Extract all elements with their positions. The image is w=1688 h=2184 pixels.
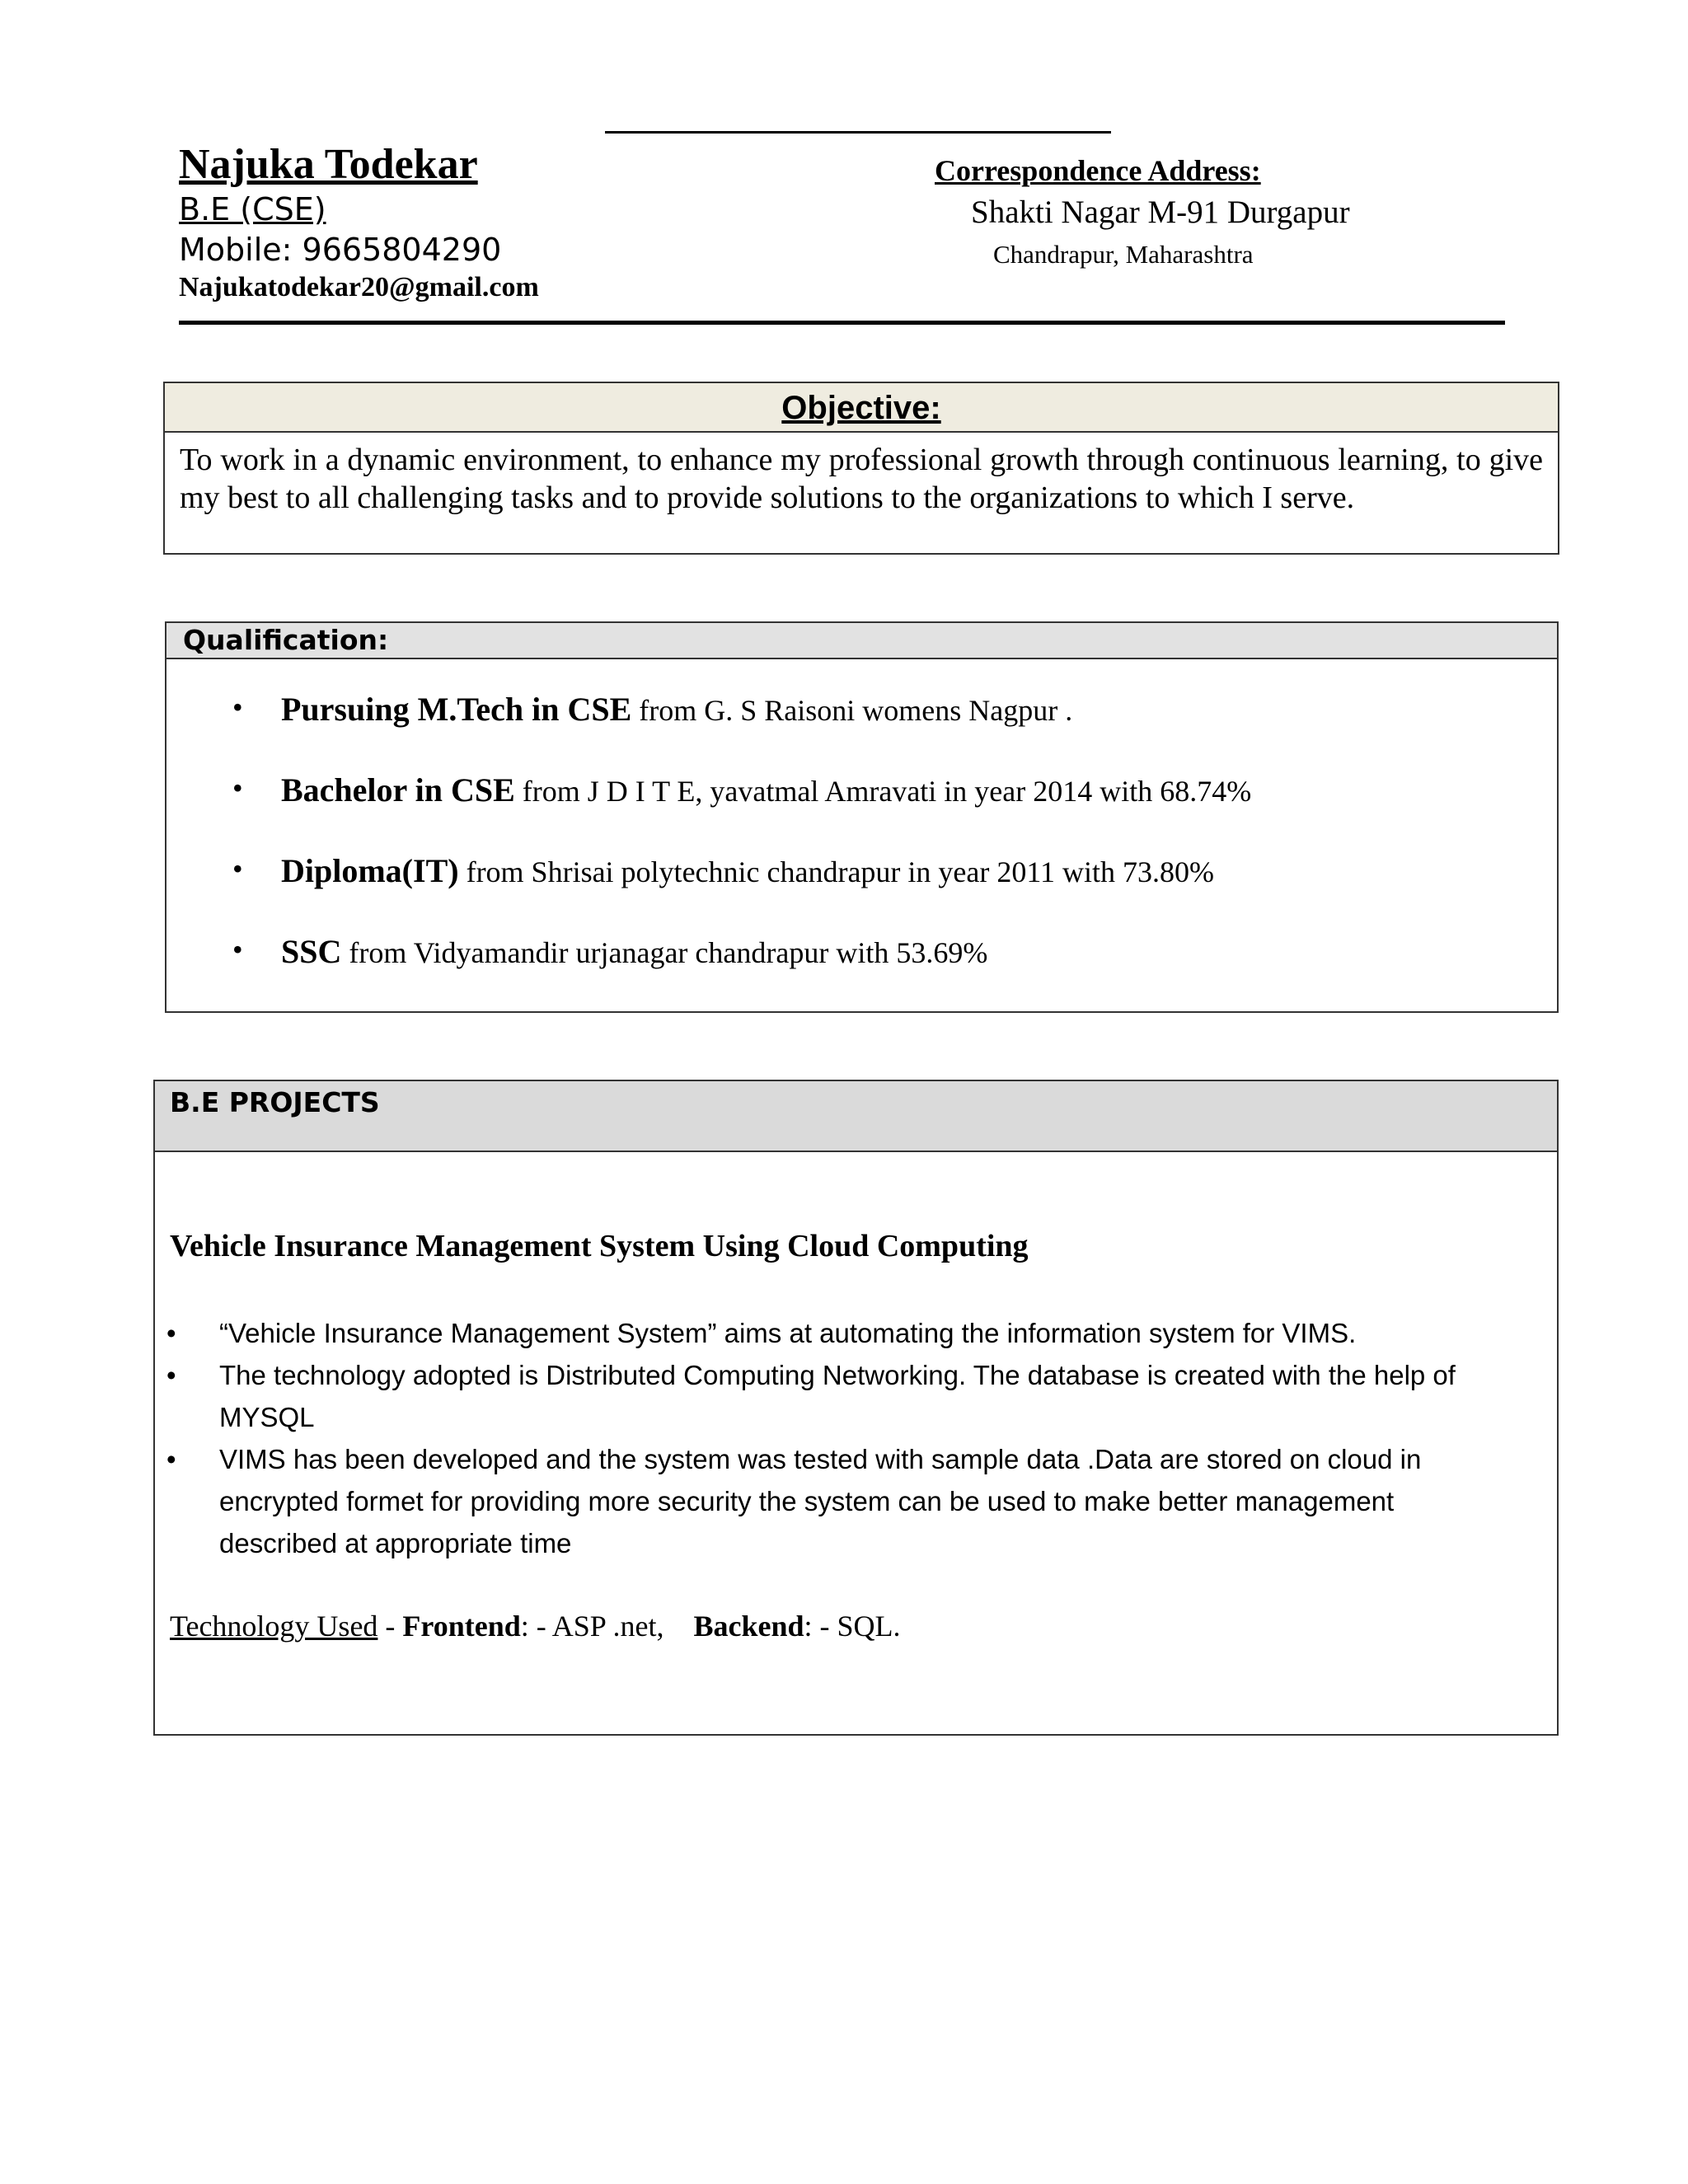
- qualification-degree: Pursuing M.Tech in CSE: [281, 691, 632, 728]
- address-line-2: Chandrapur, Maharashtra: [993, 240, 1254, 269]
- backend-label: Backend: [693, 1610, 804, 1643]
- email-address: Najukatodekar20@gmail.com: [179, 272, 539, 302]
- project-bullet: [155, 1312, 1556, 1354]
- project-bullet-text: “Vehicle Insurance Management System” aims at automating the information system for VIMS.: [219, 1318, 1357, 1348]
- technology-label: Technology Used: [170, 1610, 378, 1643]
- qualification-detail: from G. S Raisoni womens Nagpur .: [631, 694, 1073, 727]
- qualification-detail: from Vidyamandir urjanagar chandrapur with 53.69%: [341, 936, 988, 969]
- qualification-detail: from Shrisai polytechnic chandrapur in year 2011 with 73.80%: [458, 855, 1215, 888]
- qualification-detail: from J D I T E, yavatmal Amravati in year 2014 with 68.74%: [514, 775, 1252, 808]
- project-bullets: [155, 1312, 1556, 1564]
- qualification-degree: Bachelor in CSE: [281, 771, 515, 808]
- bullet-icon: •: [232, 933, 243, 966]
- bullet-icon: •: [166, 1318, 176, 1348]
- bullet-icon: •: [166, 1444, 176, 1474]
- project-bullet: [155, 1438, 1556, 1564]
- project-bullet-text: The technology adopted is Distributed Computing Networking. The database is created with the help of MYSQL: [219, 1360, 1456, 1432]
- projects-section: [153, 1080, 1559, 1736]
- backend-value: : - SQL.: [804, 1610, 901, 1643]
- frontend-value: : - ASP .net,: [520, 1610, 664, 1643]
- qualification-section: [165, 621, 1559, 1013]
- objective-heading: [165, 383, 1558, 433]
- qualification-degree: Diploma(IT): [281, 852, 459, 889]
- technology-separator: -: [377, 1610, 403, 1643]
- header-divider: [179, 321, 1505, 325]
- address-title: Correspondence Address:: [935, 154, 1261, 187]
- project-bullet-text: VIMS has been developed and the system was tested with sample data .Data are stored on cloud in encrypted formet for providing more security the system can be used to make better management described at appropriate time: [219, 1444, 1422, 1558]
- objective-text: To work in a dynamic environment, to enhance my professional growth through continuous learning, to give my best to all challenging tasks and to provide solutions to the organizations to which I serve.: [180, 443, 1543, 515]
- technology-used: [170, 1609, 901, 1643]
- mobile-number: Mobile: 9665804290: [179, 232, 502, 268]
- project-bullet: [155, 1354, 1556, 1438]
- degree: B.E (CSE): [179, 191, 326, 227]
- frontend-label: Frontend: [402, 1610, 521, 1643]
- objective-heading-text: Objective:: [781, 390, 941, 426]
- bullet-icon: •: [232, 691, 243, 724]
- projects-heading: B.E PROJECTS: [155, 1081, 1557, 1152]
- qualification-degree: SSC: [281, 933, 342, 970]
- project-title: Vehicle Insurance Management System Using Cloud Computing: [170, 1229, 1029, 1263]
- top-rule: [605, 131, 1111, 134]
- bullet-icon: •: [232, 852, 243, 885]
- bullet-icon: •: [166, 1360, 176, 1390]
- candidate-name: Najuka Todekar: [179, 141, 478, 188]
- bullet-icon: •: [232, 771, 243, 804]
- address-line-1: Shakti Nagar M-91 Durgapur: [971, 194, 1350, 230]
- objective-section: [163, 382, 1559, 555]
- qualification-heading: Qualification:: [166, 623, 1557, 659]
